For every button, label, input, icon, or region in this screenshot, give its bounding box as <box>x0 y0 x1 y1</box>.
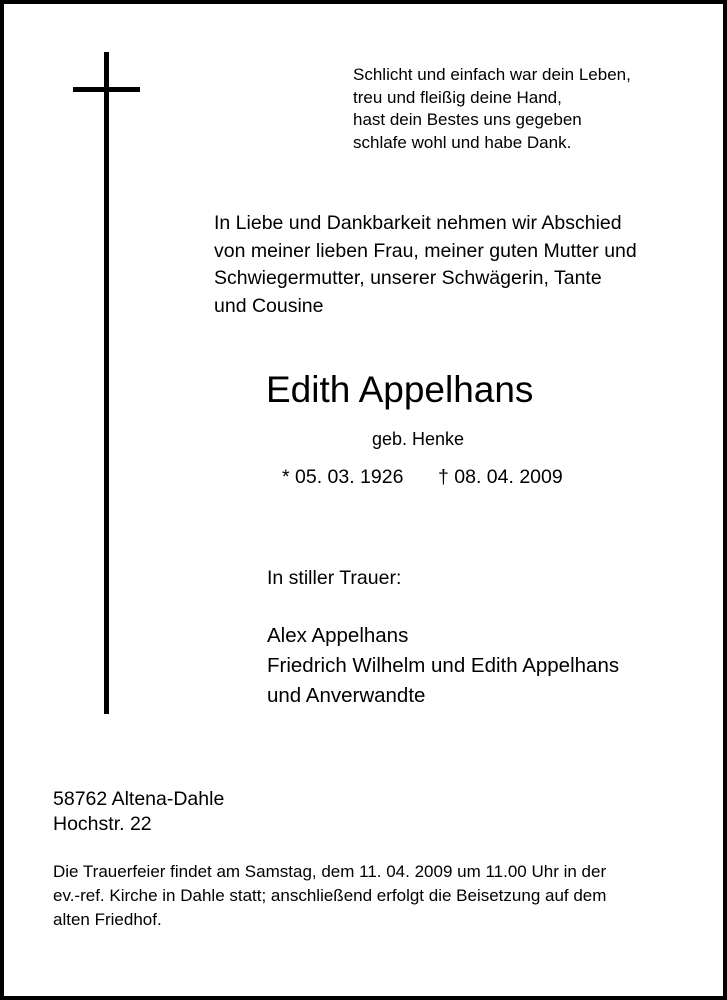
mourner-name: und Anverwandte <box>267 684 426 707</box>
mourning-heading: In stiller Trauer: <box>267 567 402 589</box>
notice-line: ev.-ref. Kirche in Dahle statt; anschließend erfolgt die Beisetzung auf dem <box>53 886 607 905</box>
life-dates <box>282 465 563 489</box>
mourner-name: Friedrich Wilhelm und Edith Appelhans <box>267 654 620 677</box>
poem-line: hast dein Bestes uns gegeben <box>353 110 582 129</box>
notice-line: Die Trauerfeier findet am Samstag, dem 11. 04. 2009 um 11.00 Uhr in der <box>53 862 607 881</box>
deceased-name: Edith Appelhans <box>266 369 534 410</box>
death-date: † 08. 04. 2009 <box>438 466 563 488</box>
cross-horizontal-bar <box>73 87 140 92</box>
poem-line: schlafe wohl und habe Dank. <box>353 132 572 152</box>
intro-line: von meiner lieben Frau, meiner guten Mutter und <box>214 239 637 262</box>
poem <box>353 64 631 154</box>
intro-text <box>214 210 637 320</box>
birth-date: * 05. 03. 1926 <box>282 466 404 488</box>
address-city: 58762 Altena-Dahle <box>53 788 225 810</box>
intro-line: In Liebe und Dankbarkeit nehmen wir Abschied <box>214 212 622 234</box>
funeral-notice <box>53 860 683 932</box>
poem-line: treu und fleißig deine Hand, <box>353 87 562 107</box>
cross-vertical-bar <box>104 52 109 714</box>
mourners-list <box>267 621 619 711</box>
address-street: Hochstr. 22 <box>53 813 152 835</box>
address <box>53 787 224 837</box>
maiden-name: geb. Henke <box>372 429 465 449</box>
intro-line: Schwiegermutter, unserer Schwägerin, Tante <box>214 267 602 289</box>
mourner-name: Alex Appelhans <box>267 624 409 647</box>
intro-line: und Cousine <box>214 294 324 317</box>
poem-line: Schlicht und einfach war dein Leben, <box>353 65 631 84</box>
notice-line: alten Friedhof. <box>53 910 162 929</box>
